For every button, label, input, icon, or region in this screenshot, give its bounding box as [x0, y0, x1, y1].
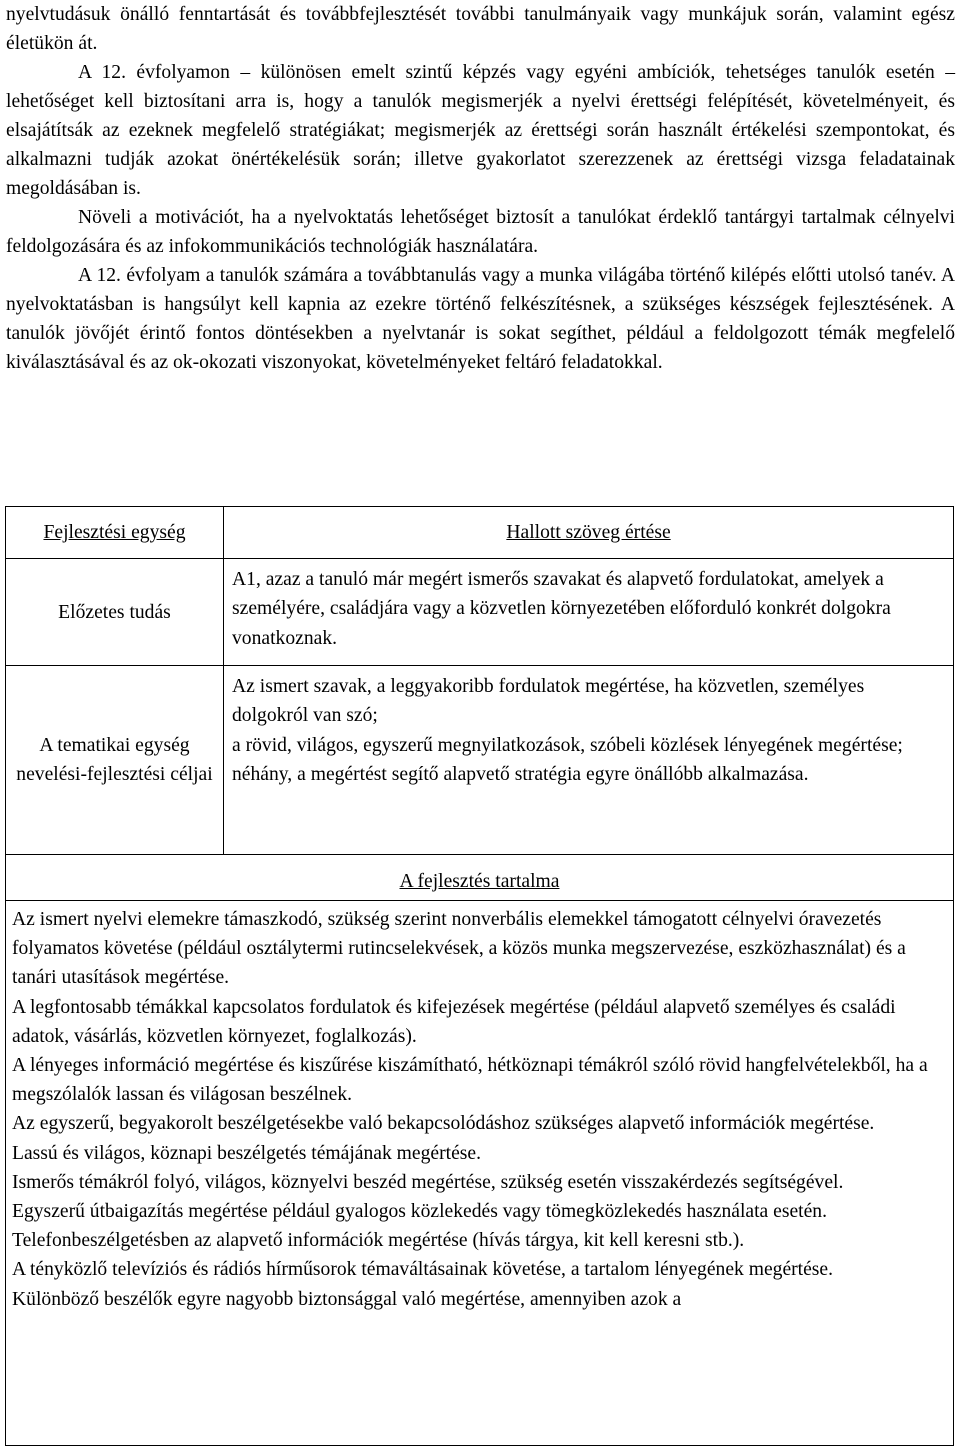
- content-item: A lényeges információ megértése és kiszűrése kiszámítható, hétköznapi témákról szóló rövid hangfelvételekből, ha a megszólalók lassan és világosan beszélnek.: [12, 1055, 928, 1106]
- previous-label-cell: [6, 559, 224, 666]
- goals-label: A tematikai egység nevelési-fejlesztési céljai: [16, 735, 213, 785]
- header-title-cell: [224, 507, 954, 559]
- content-heading-cell: [6, 855, 954, 901]
- content-item: Telefonbeszélgetésben az alapvető információk megértése (hívás tárgya, kit kell keresni stb.).: [12, 1230, 745, 1252]
- content-item: A legfontosabb témákkal kapcsolatos fordulatok és kifejezések megértése (például alapvető személyes és családi adatok, vásárlás, közvetlen környezet, foglalkozás).: [12, 996, 896, 1047]
- goals-text-cell: [224, 666, 954, 855]
- previous-text: A1, azaz a tanuló már megért ismerős szavakat és alapvető fordulatokat, amelyek a személyére, családjára vagy a közvetlen környezetében előforduló konkrét dolgokra vonatkoznak.: [232, 569, 891, 649]
- intro-paragraph-3: Növeli a motivációt, ha a nyelvoktatás lehetőséget biztosít a tanulókat érdeklő tantárgyi tartalmak célnyelvi feldolgozására és az infokommunikációs technológiák használatára.: [6, 207, 955, 257]
- header-left-label: Fejlesztési egység: [43, 522, 186, 543]
- previous-knowledge-row: [6, 559, 954, 666]
- content-item: Ismerős témákról folyó, világos, köznyelvi beszéd megértése, szükség esetén visszakérdezés segítségével.: [12, 1171, 844, 1193]
- goals-row: [6, 666, 954, 855]
- goal-item: Az ismert szavak, a leggyakoribb fordulatok megértése, ha közvetlen, személyes dolgokról van szó;: [232, 676, 865, 727]
- content-item: Az egyszerű, begyakorolt beszélgetésekbe való bekapcsolódáshoz szükséges alapvető információk megértése.: [12, 1113, 875, 1135]
- content-item: Különböző beszélők egyre nagyobb biztonsággal való megértése, amennyiben azok a: [12, 1288, 682, 1310]
- content-heading: A fejlesztés tartalma: [399, 871, 560, 892]
- content-heading-row: [6, 855, 954, 901]
- content-cell: [6, 901, 954, 1446]
- intro-text: [6, 0, 955, 377]
- goal-item: néhány, a megértést segítő alapvető stratégia egyre önállóbb alkalmazása.: [232, 763, 809, 785]
- header-label-cell: [6, 507, 224, 559]
- content-item: Egyszerű útbaigazítás megértése például gyalogos közlekedés vagy tömegközlekedés használata esetén.: [12, 1201, 827, 1223]
- table-header-row: [6, 507, 954, 559]
- content-item: A tényközlő televíziós és rádiós hírműsorok témaváltásainak követése, a tartalom lényegének megértése.: [12, 1259, 834, 1281]
- content-row: [6, 901, 954, 1446]
- goals-label-cell: [6, 666, 224, 855]
- goal-item: a rövid, világos, egyszerű megnyilatkozások, szóbeli közlések lényegének megértése;: [232, 734, 903, 756]
- previous-text-cell: [224, 559, 954, 666]
- content-item: Az ismert nyelvi elemekre támaszkodó, szükség szerint nonverbális elemekkel támogatott célnyelvi óravezetés folyamatos követése (például osztálytermi rutincselekvések, a közös munka megszervezése, eszközhasználat) és a tanári utasítások megértése.: [12, 909, 906, 989]
- previous-label: Előzetes tudás: [58, 601, 171, 623]
- intro-paragraph-1: nyelvtudásuk önálló fenntartását és továbbfejlesztését további tanulmányaik vagy munkájuk során, valamint egész életükön át.: [6, 4, 955, 54]
- intro-paragraph-2: A 12. évfolyamon – különösen emelt szintű képzés vagy egyéni ambíciók, tehetséges tanulók esetén – lehetőséget kell biztosítani arra is, hogy a tanulók megismerjék a nyelvi érettségi felépítését, követelményeit, és elsajátítsák az ezeknek megfelelő stratégiákat; megismerjék az érettségi során használt értékelési szempontokat, és alkalmazni tudják azokat önértékelésük során; illetve gyakorlatot szerezzenek az érettségi vizsga feladatainak megoldásában is.: [6, 62, 955, 199]
- curriculum-table: [5, 506, 954, 1446]
- header-right-title: Hallott szöveg értése: [506, 522, 671, 543]
- intro-paragraph-4: A 12. évfolyam a tanulók számára a továbbtanulás vagy a munka világába történő kilépés előtti utolsó tanév. A nyelvoktatásban is hangsúlyt kell kapnia az ezekre történő felkészítésnek, a szükséges készségek fejlesztésének. A tanulók jövőjét érintő fontos döntésekben a nyelvtanár is sokat segíthet, például a feldolgozott témák megfelelő kiválasztásával és az ok-okozati viszonyokat, követelményeket feltáró feladatokkal.: [6, 265, 955, 373]
- content-item: Lassú és világos, köznapi beszélgetés témájának megértése.: [12, 1142, 481, 1164]
